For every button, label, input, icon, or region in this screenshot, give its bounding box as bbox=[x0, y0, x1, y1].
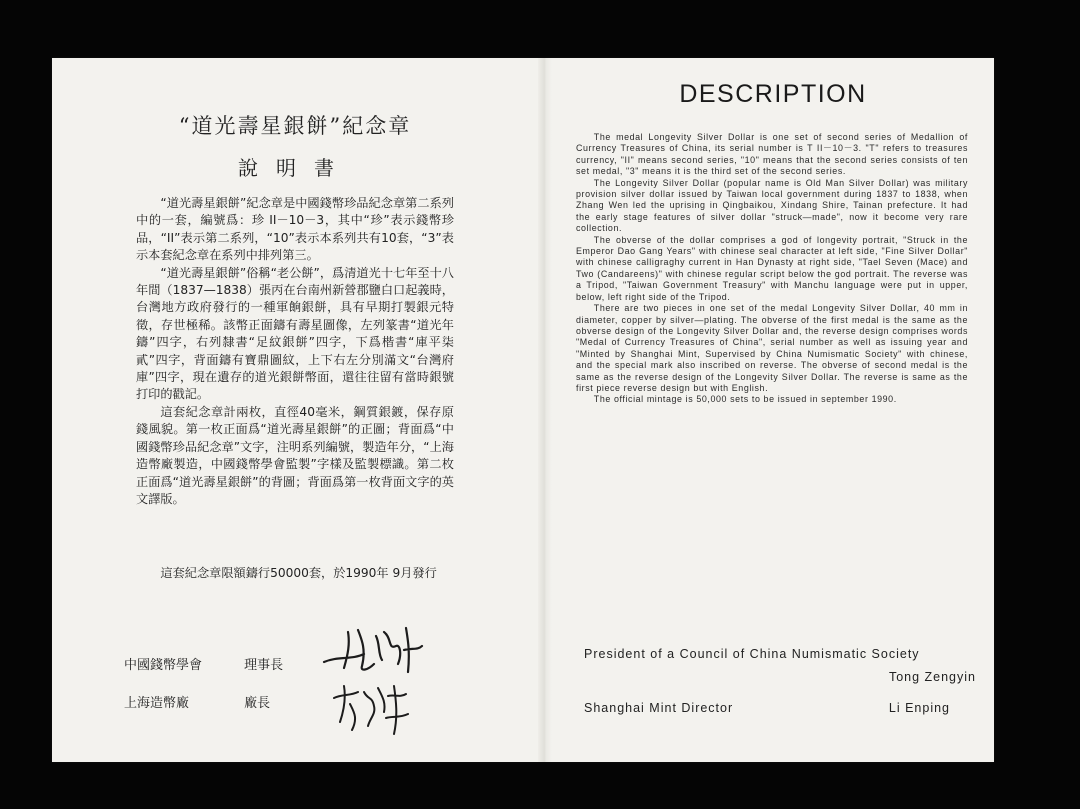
english-paragraph: The medal Longevity Silver Dollar is one set of second series of Medallion of Currency Treasures of China, its serial number is T II－10－3. "T" refers to treasures currency, "II" means second series, "10" means that the second series consists of ten set medal, "3" means it is the third set of the second series. bbox=[576, 132, 968, 177]
handwritten-signature bbox=[318, 620, 428, 680]
english-title: DESCRIPTION bbox=[679, 80, 867, 108]
english-paragraph: The obverse of the dollar comprises a god of longevity portrait, "Struck in the Emperor Dao Gang Years" with chinese seal character at left side, "Fine Silver Dollar" with chinese calligraghy current in Han Dynasty at right side, "Tael Seven (Mace) and Two (Candareens)" with chinese regular script below the god portrait. The reverse was a Tripod, "Taiwan Government Treasury" with Manchu language were put in upper, below, left right side of the Tripod. bbox=[576, 234, 968, 302]
card-fold bbox=[538, 58, 552, 762]
chinese-body bbox=[136, 195, 454, 508]
chinese-issue-note: 這套紀念章限額鑄行50000套，於1990年 9月發行 bbox=[160, 566, 437, 580]
signatory-role: 廠長 bbox=[244, 696, 271, 711]
director-name: Li Enping bbox=[888, 701, 950, 715]
chinese-signatory-row bbox=[124, 692, 270, 711]
chinese-subtitle: 說明書 bbox=[238, 156, 352, 180]
chinese-paragraph: “道光壽星銀餅”紀念章是中國錢幣珍品紀念章第二系列中的一套，編號爲：珍 II－10－3，其中“珍”表示錢幣珍品，“II”表示第二系列，“10”表示本系列共有10套，“3”表示本套紀念章在系列中排列第三。 bbox=[136, 196, 454, 263]
chinese-page bbox=[52, 58, 538, 762]
handwritten-signature bbox=[328, 678, 414, 740]
english-paragraph: The Longevity Silver Dollar (popular name is Old Man Silver Dollar) was military provision silver dollar issued by Taiwan local government during 1837 to 1838, when Zhang Wen led the uprising in Qingbaikou, Xindang Shire, Tainan prefecture. It had the early stage features of silver dollar "struck—made", now it become very rare collection. bbox=[576, 177, 968, 234]
english-page bbox=[552, 58, 994, 762]
signatory-role: 理事長 bbox=[244, 658, 284, 673]
english-body bbox=[576, 132, 968, 406]
president-title: President of a Council of China Numismatic Society bbox=[584, 647, 920, 661]
director-title: Shanghai Mint Director bbox=[584, 701, 734, 715]
chinese-title: “道光壽星銀餅”紀念章 bbox=[178, 114, 412, 138]
president-name: Tong Zengyin bbox=[888, 670, 976, 684]
english-paragraph: The official mintage is 50,000 sets to be issued in september 1990. bbox=[593, 394, 897, 405]
signatory-org: 中國錢幣學會 bbox=[124, 658, 203, 673]
english-paragraph: There are two pieces in one set of the medal Longevity Silver Dollar, 40 mm in diameter, copper by silver—plating. The obverse of the first medal is the same as the obverse design of the Longevity Silver Dollar and, the reverse design comprises words "Medal of Currency Treasures of China", serial number as well as issuing year and "Minted by Shanghai Mint, Supervised by China Numismatic Society" with chinese, and the special mark also inscribed on reverse. The obverse of second medal is the same as the reverse design of the Longevity Silver Dollar. The reverse is same as the first piece reverse design but with English. bbox=[576, 303, 968, 393]
chinese-paragraph: “道光壽星銀餅”俗稱“老公餅”，爲清道光十七年至十八年間（1837—1838）張丙在台南州新營郡鹽白口起義時，台灣地方政府發行的一種軍餉銀餅，具有早期打製銀元特徵，存世極稀。該幣正面鑄有壽星圖像，左列篆書“道光年鑄”四字，右列隸書“足紋銀餅”四字，下爲楷書“庫平柒貳”四字，背面鑄有寶鼎圖紋，上下右左分別滿文“台灣府庫”四字，現在遺存的道光銀餅幣面，還往往留有當時銀號打印的戳記。 bbox=[136, 265, 454, 402]
signatory-org: 上海造幣廠 bbox=[124, 696, 190, 711]
certificate-card bbox=[52, 58, 994, 762]
chinese-signatory-row bbox=[124, 654, 283, 673]
chinese-paragraph: 這套紀念章計兩枚，直徑40毫米，鋼質銀鍍，保存原錢風貌。第一枚正面爲“道光壽星銀餅”的正圖；背面爲“中國錢幣珍品紀念章”文字，注明系列編號，製造年分，“上海造幣廠製造，中國錢幣學會監製”字樣及監製標識。第二枚正面爲“道光壽星銀餅”的背圖；背面爲第一枚背面文字的英文譯版。 bbox=[136, 404, 454, 506]
